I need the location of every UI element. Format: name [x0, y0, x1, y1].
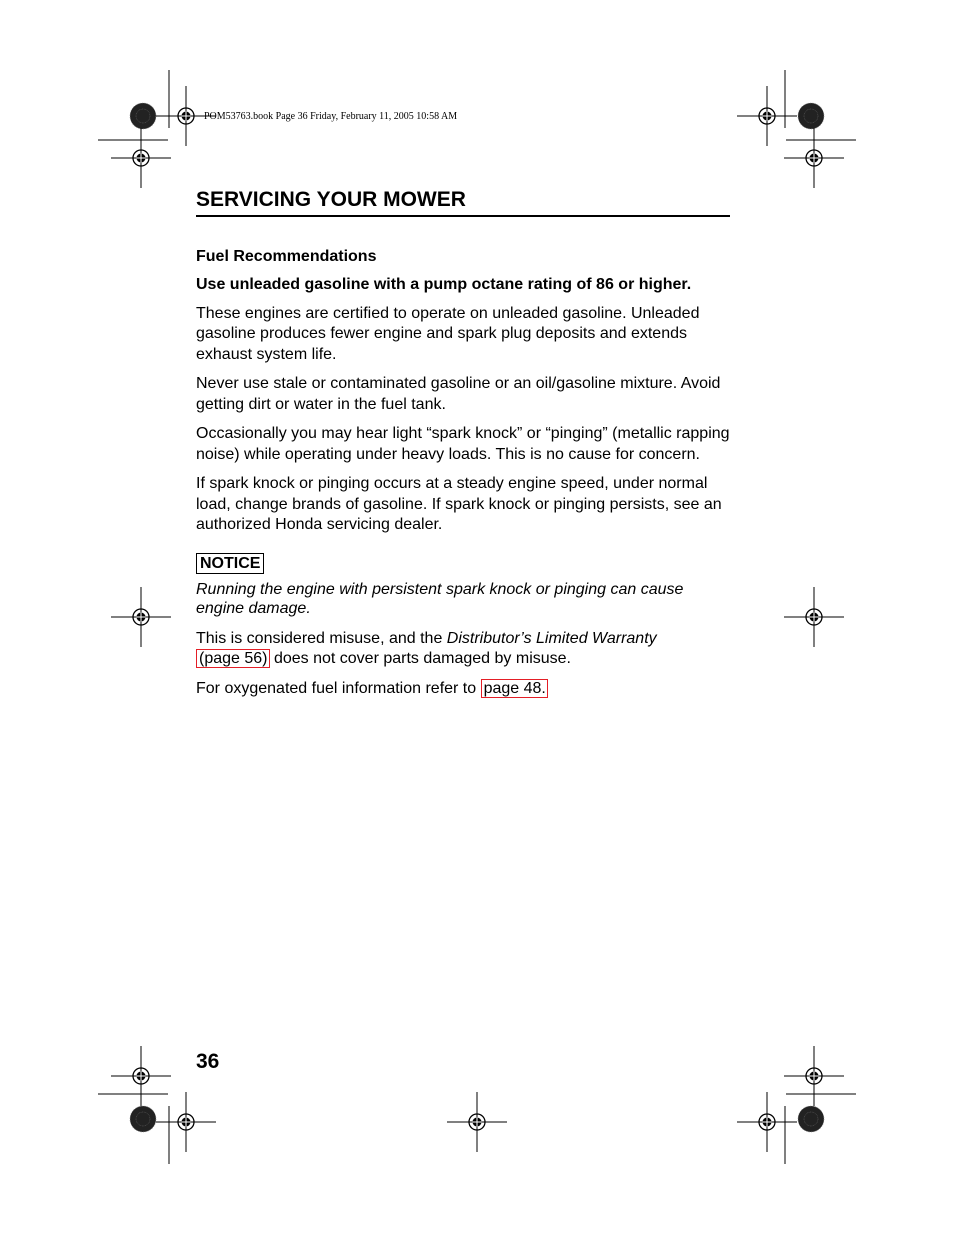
misuse-text-before: This is considered misuse, and the [196, 629, 447, 647]
misuse-text-after: does not cover parts damaged by misuse. [269, 650, 571, 668]
misuse-paragraph [196, 629, 732, 670]
notice-label: NOTICE [196, 553, 264, 574]
warranty-title: Distributor’s Limited Warranty [446, 629, 657, 647]
section-title: SERVICING YOUR MOWER [196, 188, 730, 217]
paragraph-3: Occasionally you may hear light “spark knock” or “pinging” (metallic rapping noise) while operating under heavy loads. This is no cause for concern. [196, 425, 730, 463]
oxygenated-page-link[interactable]: page 48. [481, 679, 548, 698]
oxygenated-text: For oxygenated fuel information refer to [196, 679, 481, 697]
warranty-page-link[interactable]: (page 56) [196, 649, 270, 668]
paragraph-2: Never use stale or contaminated gasoline or an oil/gasoline mixture. Avoid getting dirt or water in the fuel tank. [196, 375, 721, 413]
page-number: 36 [196, 1050, 220, 1073]
page-content [196, 247, 732, 708]
octane-statement: Use unleaded gasoline with a pump octane rating of 86 or higher. [196, 275, 692, 293]
paragraph-1: These engines are certified to operate on unleaded gasoline. Unleaded gasoline produces fewer engine and spark plug deposits and extends exhaust system life. [196, 304, 700, 363]
notice-text: Running the engine with persistent spark knock or pinging can cause engine damage. [196, 580, 684, 617]
paragraph-4: If spark knock or pinging occurs at a steady engine speed, under normal load, change brands of gasoline. If spark knock or pinging persists, see an authorized Honda servicing dealer. [196, 475, 722, 534]
book-slug: POM53763.book Page 36 Friday, February 11, 2005 10:58 AM [204, 111, 458, 122]
subheading: Fuel Recommendations [196, 248, 377, 265]
oxygenated-paragraph [196, 679, 732, 700]
